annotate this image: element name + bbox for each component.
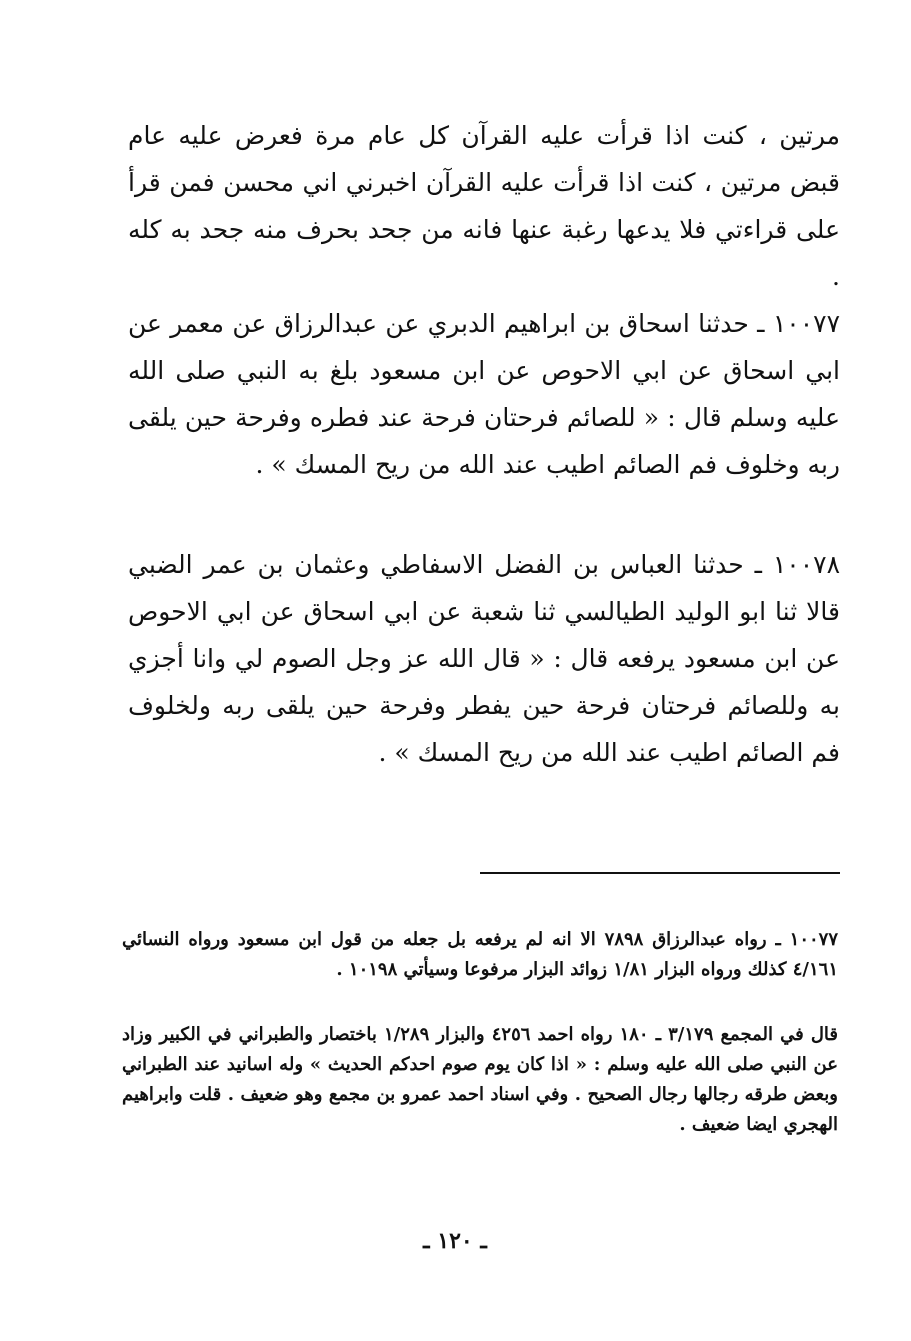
page-number: ـ ١٢٠ ـ — [423, 1228, 487, 1254]
hadith-10078: ١٠٠٧٨ ـ حدثنا العباس بن الفضل الاسفاطي وعثمان بن عمر الضبي قالا ثنا ابو الوليد الطيالسي ثنا شعبة عن ابي اسحاق عن ابي الاحوص عن ابن مسعود يرفعه قال : « قال الله عز وجل الصوم لي وانا أجزي به وللصائم فرحتان فرحة حين يفطر وفرحة حين يلقى ربه ولخلوف فم الصائم اطيب عند الله من ريح المسك » . — [128, 550, 840, 767]
footnote-divider — [480, 872, 840, 874]
footnote-10077: ١٠٠٧٧ ـ رواه عبدالرزاق ٧٨٩٨ الا انه لم يرفعه بل جعله من قول ابن مسعود ورواه النسائي ٤/١٦١ كذلك ورواه البزار ١/٨١ زوائد البزار مرفوعا وسيأتي ١٠١٩٨ . — [122, 929, 838, 980]
paragraph-intro: مرتين ، كنت اذا قرأت عليه القرآن كل عام مرة فعرض عليه عام قبض مرتين ، كنت اذا قرأت عليه القرآن اخبرني اني محسن فمن قرأ على قراءتي فلا يدعها رغبة عنها فانه من جحد بحرف منه جحد به كله . — [128, 121, 840, 291]
footnote-majma: قال في المجمع ٣/١٧٩ ـ ١٨٠ رواه احمد ٤٢٥٦ والبزار ١/٢٨٩ باختصار والطبراني في الكبير وزاد عن النبي صلى الله عليه وسلم : « اذا كان يوم صوم احدكم الحديث » وله اسانيد عند الطبراني وبعض طرقه رجالها رجال الصحيح . وفي اسناد احمد عمرو بن مجمع وهو ضعيف . قلت وابراهيم الهجري ايضا ضعيف . — [122, 1024, 838, 1135]
hadith-10077: ١٠٠٧٧ ـ حدثنا اسحاق بن ابراهيم الدبري عن عبدالرزاق عن معمر عن ابي اسحاق عن ابي الاحوص عن ابن مسعود بلغ به النبي صلى الله عليه وسلم قال : « للصائم فرحتان فرحة عند فطره وفرحة حين يلقى ربه وخلوف فم الصائم اطيب عند الله من ريح المسك » . — [128, 309, 840, 479]
